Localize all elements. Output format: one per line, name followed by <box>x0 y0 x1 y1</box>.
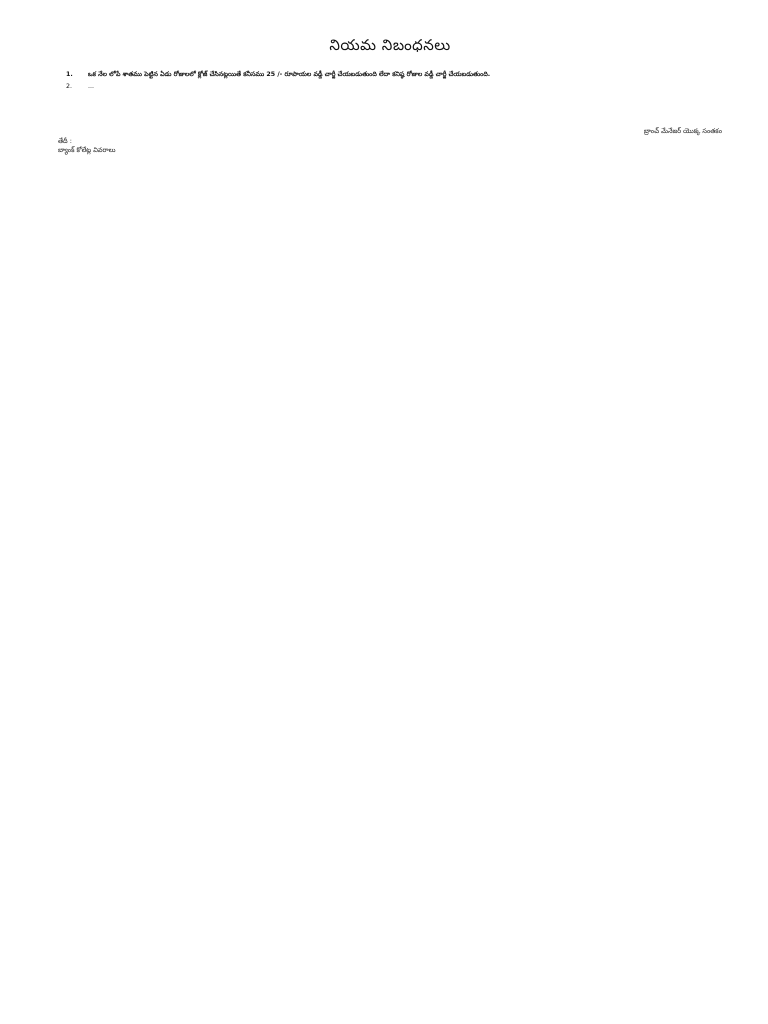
bank-date: తేదీ : <box>58 137 72 145</box>
signature-row-2 <box>58 127 722 137</box>
term-item <box>58 82 722 91</box>
page-title: నియమ నిబంధనలు <box>329 36 451 54</box>
term-text: ఒక నేల లోపే శాతము పెట్టిన ఏడు రోజులలో క్లోజ్ చేసినట్లయితే కనీసము 25 /- రూపాయల వడ్డీ చార్జీ చేయబడుతుంది లేదా కనిష్ఠ రోజుల వడ్డీ చార్జీ చేయబడుతుంది. <box>88 71 491 78</box>
term-number: 2. <box>66 83 73 90</box>
terms-list <box>58 70 722 91</box>
bank-details: బ్యాంక్ కోలేట్ల వివరాలు <box>58 146 116 154</box>
term-text: ... <box>88 83 95 90</box>
term-number: 1. <box>66 71 73 78</box>
term-item <box>58 70 722 79</box>
branch-manager-signature: బ్రాంచ్ మేనేజర్ యొక్క సంతకం <box>643 127 722 135</box>
